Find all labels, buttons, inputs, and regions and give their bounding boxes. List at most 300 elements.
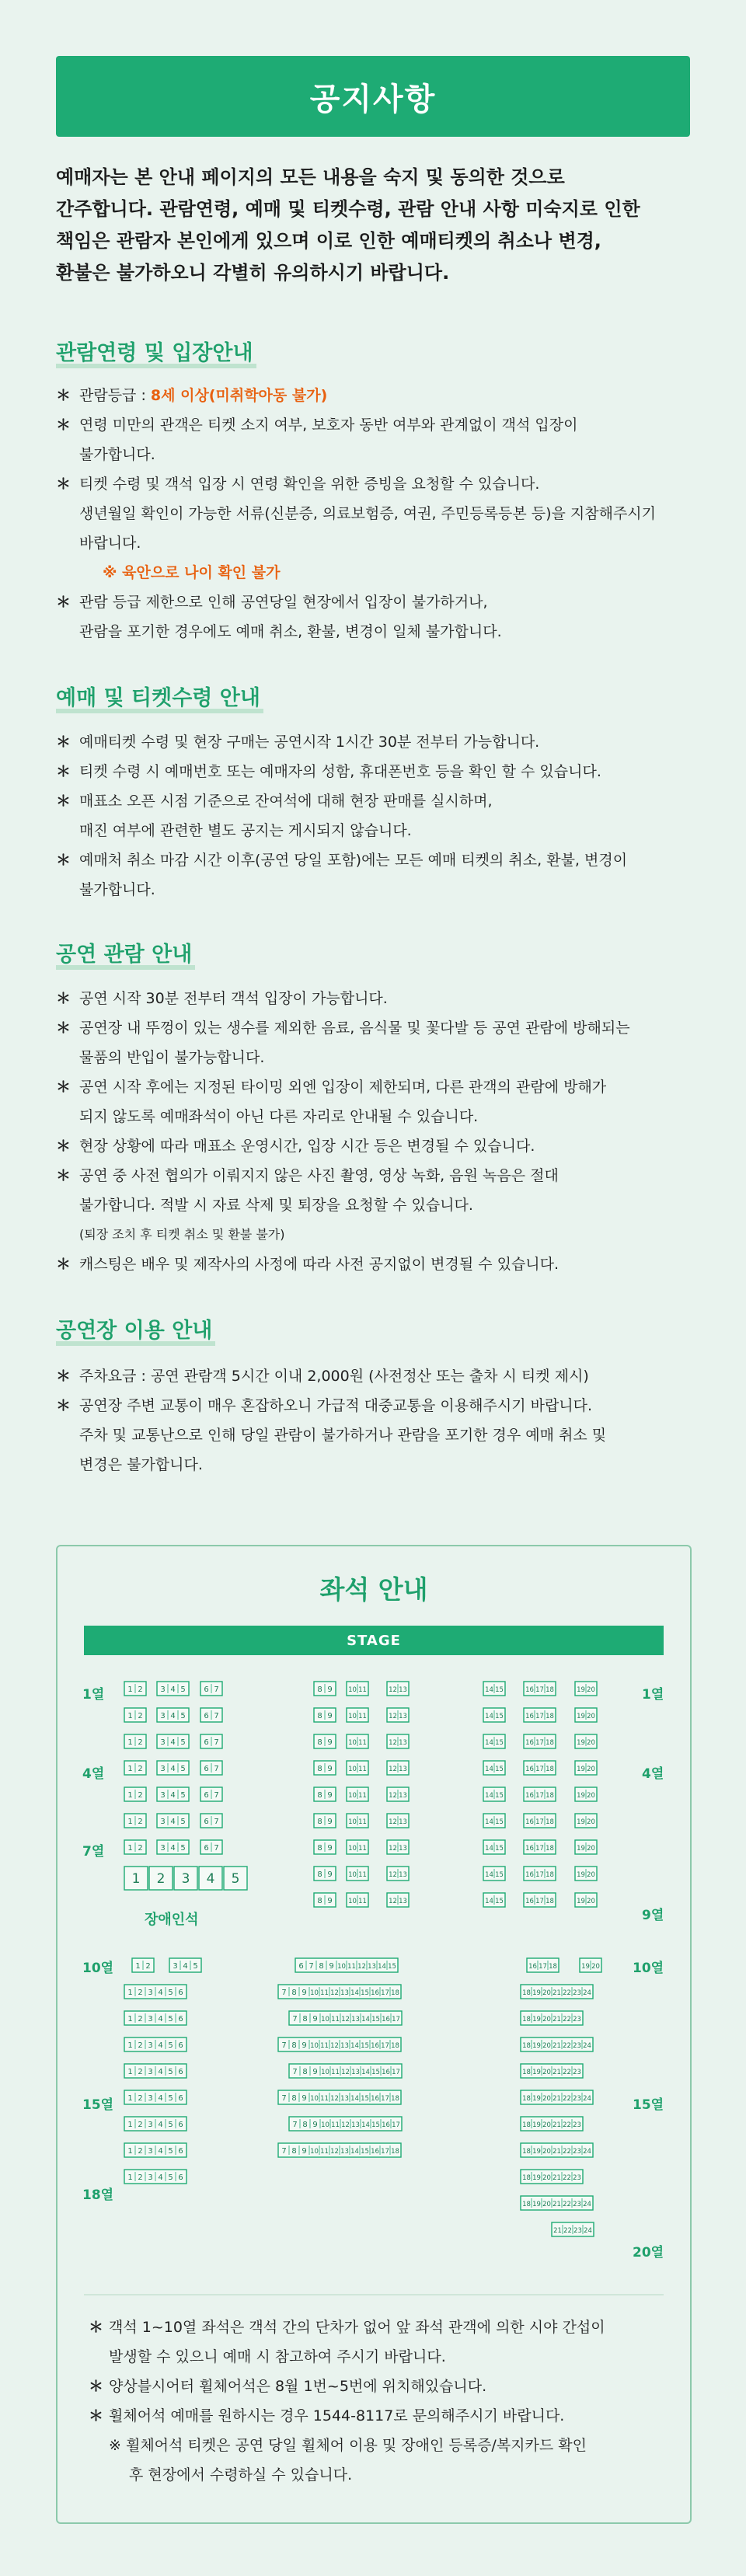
asterisk-icon: ＊ bbox=[56, 1256, 71, 1273]
seat-number: 2 bbox=[138, 1989, 143, 1997]
section-age-list bbox=[56, 381, 701, 647]
seat-number: 23 bbox=[573, 2069, 581, 2076]
seat-number: 14 bbox=[350, 1989, 359, 1997]
seat-number: 6 bbox=[204, 1738, 209, 1747]
seat-number: 12 bbox=[389, 1766, 397, 1773]
list-item-text: ※ 휠체어석 티켓은 공연 당일 휠체어 이용 및 장애인 등록증/복지카드 확인 bbox=[109, 2437, 587, 2454]
seat-number: 14 bbox=[485, 1818, 493, 1826]
seat-number: 21 bbox=[553, 2148, 561, 2156]
seat-number: 2 bbox=[138, 2015, 143, 2024]
seat-number: 18 bbox=[546, 1766, 554, 1773]
list-item-text: 공연장 주변 교통이 매우 혼잡하오니 가급적 대중교통을 이용해주시기 바랍니다. bbox=[79, 1397, 593, 1414]
list-item-text: 주차 및 교통난으로 인해 당일 관람이 불가하거나 관람을 포기한 경우 예매 취소 및 bbox=[79, 1427, 607, 1444]
asterisk-icon: ＊ bbox=[56, 1079, 71, 1096]
seat-number: 7 bbox=[309, 1962, 314, 1971]
seat-number: 1 bbox=[131, 1870, 141, 1887]
seat-number: 20 bbox=[542, 2148, 551, 2156]
seat-number: 12 bbox=[389, 1871, 397, 1879]
asterisk-icon: ＊ bbox=[56, 417, 71, 434]
seat-number: 16 bbox=[525, 1898, 534, 1905]
seat-number: 17 bbox=[535, 1898, 544, 1905]
list-item-text: 되지 않도록 예매좌석이 아닌 다른 자리로 안내될 수 있습니다. bbox=[79, 1108, 479, 1125]
seat-number: 2 bbox=[138, 1738, 143, 1747]
seat-number: 1 bbox=[127, 1818, 133, 1826]
seat-number: 14 bbox=[485, 1766, 493, 1773]
seat-number: 20 bbox=[587, 1898, 595, 1905]
seat-number: 13 bbox=[399, 1739, 407, 1747]
intro-paragraph bbox=[56, 162, 693, 289]
list-item-text: 휠체어석 예매를 원하시는 경우 1544-8117로 문의해주시기 바랍니다. bbox=[109, 2407, 565, 2424]
list-item bbox=[56, 1131, 701, 1161]
seat-number: 1 bbox=[127, 2068, 133, 2076]
seat-number: 1 bbox=[127, 1712, 133, 1720]
seat-number: 5 bbox=[180, 1818, 186, 1826]
seat-number: 13 bbox=[368, 1963, 376, 1971]
seat-number: 6 bbox=[204, 1818, 209, 1826]
seat-number: 21 bbox=[553, 2121, 561, 2129]
list-item bbox=[89, 2313, 664, 2372]
seat-number: 9 bbox=[327, 1818, 333, 1826]
row-label-18: 18열 bbox=[82, 2187, 114, 2203]
seat-number: 18 bbox=[546, 1713, 554, 1720]
seat-number: 4 bbox=[158, 2173, 163, 2182]
seat-number: 7 bbox=[214, 1738, 219, 1747]
seat-number: 1 bbox=[127, 2041, 133, 2050]
seat-number: 18 bbox=[391, 1989, 399, 1997]
seat-number: 14 bbox=[485, 1686, 493, 1694]
list-item bbox=[56, 757, 701, 786]
seat-number: 13 bbox=[351, 2016, 360, 2024]
seat-number: 17 bbox=[535, 1871, 544, 1879]
seat-number: 10 bbox=[348, 1898, 357, 1905]
seat-number: 15 bbox=[361, 2095, 369, 2103]
asterisk-icon: ＊ bbox=[56, 763, 71, 780]
intro-line: 환불은 불가하오니 각별히 유의하시기 바랍니다. bbox=[56, 262, 450, 284]
seat-number: 6 bbox=[178, 2068, 183, 2076]
seat-number: 1 bbox=[127, 2147, 133, 2156]
seat-number: 12 bbox=[389, 1845, 397, 1853]
list-item bbox=[56, 727, 701, 757]
seat-number: 11 bbox=[358, 1739, 367, 1747]
seating-notes bbox=[89, 2313, 664, 2490]
seat-number: 22 bbox=[563, 2201, 571, 2208]
seat-number: 13 bbox=[399, 1845, 407, 1853]
seat-number: 6 bbox=[204, 1791, 209, 1800]
seat-number: 5 bbox=[168, 2121, 173, 2129]
seat-number: 12 bbox=[330, 2148, 339, 2156]
seat-number: 3 bbox=[148, 2173, 153, 2182]
seat-number: 2 bbox=[138, 2121, 143, 2129]
seat-number: 16 bbox=[382, 2121, 390, 2129]
seat-number: 20 bbox=[587, 1845, 595, 1853]
stage-bar: STAGE bbox=[84, 1626, 664, 1655]
seat-number: 3 bbox=[148, 2094, 153, 2103]
seat-number: 20 bbox=[542, 2042, 551, 2050]
seat-number: 20 bbox=[542, 2016, 551, 2024]
seat-number: 13 bbox=[399, 1871, 407, 1879]
seat-number: 17 bbox=[539, 1963, 547, 1971]
seat-number: 3 bbox=[160, 1712, 166, 1720]
asterisk-icon: ＊ bbox=[56, 476, 71, 493]
seat-number: 11 bbox=[358, 1898, 367, 1905]
seat-number: 16 bbox=[525, 1871, 534, 1879]
list-item-text: 티켓 수령 시 예매번호 또는 예매자의 성함, 휴대폰번호 등을 확인 할 수 있습니다. bbox=[79, 763, 601, 780]
seat-number: 3 bbox=[160, 1818, 166, 1826]
seat-number: 19 bbox=[577, 1766, 585, 1773]
seat-number: 11 bbox=[358, 1871, 367, 1879]
seat-number: 19 bbox=[532, 2095, 541, 2103]
seat-number: 17 bbox=[535, 1792, 544, 1800]
seat-number: 11 bbox=[320, 2095, 329, 2103]
seat-number: 19 bbox=[577, 1713, 585, 1720]
list-item-text: 연령 미만의 관객은 티켓 소지 여부, 보호자 동반 여부와 관계없이 객석 입장이 bbox=[79, 417, 578, 434]
page-title: 공지사항 bbox=[56, 56, 690, 137]
seat-number: 4 bbox=[170, 1844, 176, 1853]
seat-number: 3 bbox=[160, 1765, 166, 1773]
seat-number: 13 bbox=[340, 2148, 349, 2156]
seat-number: 17 bbox=[535, 1845, 544, 1853]
seat-number: 4 bbox=[158, 2147, 163, 2156]
seat-number: 17 bbox=[392, 2016, 400, 2024]
seat-number: 6 bbox=[178, 1989, 183, 1997]
seat-number: 18 bbox=[522, 2121, 531, 2129]
seat-number: 19 bbox=[577, 1686, 585, 1694]
seat-number: 7 bbox=[214, 1791, 219, 1800]
row-label-7: 7열 bbox=[82, 1844, 105, 1860]
list-item bbox=[56, 786, 701, 845]
seat-number: 8 bbox=[317, 1844, 322, 1853]
seat-number: 14 bbox=[361, 2069, 370, 2076]
section-title-ticket: 예매 및 티켓수령 안내 bbox=[56, 681, 260, 716]
seat-number: 9 bbox=[312, 2068, 318, 2076]
seat-number: 14 bbox=[485, 1845, 493, 1853]
seat-number: 5 bbox=[231, 1870, 240, 1887]
seat-number: 3 bbox=[173, 1962, 178, 1971]
seat-number: 12 bbox=[330, 2095, 339, 2103]
seat-number: 8 bbox=[317, 1738, 322, 1747]
asterisk-icon: ＊ bbox=[56, 1167, 71, 1184]
seat-number: 13 bbox=[399, 1818, 407, 1826]
list-item-text: 후 현장에서 수령하실 수 있습니다. bbox=[129, 2466, 353, 2484]
seat-number: 16 bbox=[371, 2095, 379, 2103]
seat-number: 24 bbox=[584, 2227, 592, 2235]
seat-number: 12 bbox=[389, 1898, 397, 1905]
seat-number: 6 bbox=[204, 1844, 209, 1853]
seat-number: 18 bbox=[522, 2069, 531, 2076]
seat-number: 1 bbox=[127, 1685, 133, 1694]
seat-number: 23 bbox=[573, 2016, 581, 2024]
seat-number: 13 bbox=[351, 2069, 360, 2076]
seat-number: 2 bbox=[138, 2173, 143, 2182]
seat-number: 20 bbox=[542, 1989, 551, 1997]
seat-number: 1 bbox=[127, 2121, 133, 2129]
seat-number: 15 bbox=[495, 1845, 504, 1853]
row-label-20: 20열 bbox=[633, 2245, 664, 2261]
seat-number: 11 bbox=[331, 2121, 340, 2129]
seating-chart-panel bbox=[56, 1545, 692, 2524]
list-item-text: 불가합니다. bbox=[79, 446, 155, 463]
seat-number: 23 bbox=[573, 2095, 581, 2103]
seat-number: 7 bbox=[214, 1712, 219, 1720]
seat-number: 20 bbox=[542, 2095, 551, 2103]
seat-number: 12 bbox=[389, 1713, 397, 1720]
seat-number: 1 bbox=[127, 1765, 133, 1773]
seat-number: 14 bbox=[485, 1898, 493, 1905]
seat-number: 11 bbox=[320, 2042, 329, 2050]
seat-number: 4 bbox=[170, 1712, 176, 1720]
seat-number: 18 bbox=[546, 1739, 554, 1747]
seat-number: 18 bbox=[549, 1963, 557, 1971]
seat-number: 12 bbox=[330, 2042, 339, 2050]
list-item-text: 불가합니다. 적발 시 자료 삭제 및 퇴장을 요청할 수 있습니다. bbox=[79, 1197, 473, 1214]
seat-number: 16 bbox=[371, 1989, 379, 1997]
seat-number: 5 bbox=[168, 2147, 173, 2156]
seat-number: 13 bbox=[340, 2095, 349, 2103]
seat-number: 22 bbox=[563, 1989, 571, 1997]
seat-number: 17 bbox=[535, 1739, 544, 1747]
seat-number: 18 bbox=[522, 2201, 531, 2208]
seat-number: 9 bbox=[327, 1897, 333, 1905]
seat-number: 23 bbox=[573, 2121, 581, 2129]
seat-number: 14 bbox=[350, 2148, 359, 2156]
seat-number: 16 bbox=[528, 1963, 537, 1971]
list-item-text: 공연 중 사전 협의가 이뤄지지 않은 사진 촬영, 영상 녹화, 음원 녹음은 절대 bbox=[79, 1167, 559, 1184]
seat-number: 20 bbox=[587, 1766, 595, 1773]
seat-number: 3 bbox=[148, 2041, 153, 2050]
seat-number: 20 bbox=[587, 1871, 595, 1879]
seat-number: 10 bbox=[321, 2069, 329, 2076]
asterisk-icon: ＊ bbox=[56, 594, 71, 611]
list-item-text: 변경은 불가합니다. bbox=[79, 1456, 203, 1473]
list-item-text: 생년월일 확인이 가능한 서류(신분증, 의료보험증, 여권, 주민등록등본 등)을 지참해주시기 bbox=[79, 505, 657, 522]
seat-number: 3 bbox=[181, 1870, 190, 1887]
section-show-list bbox=[56, 984, 701, 1279]
seat-number: 16 bbox=[525, 1713, 534, 1720]
seat-number: 1 bbox=[127, 1791, 133, 1800]
seat-number: 5 bbox=[180, 1685, 186, 1694]
seat-number: 24 bbox=[583, 2042, 591, 2050]
seat-number: 18 bbox=[546, 1818, 554, 1826]
seat-number: 23 bbox=[573, 2227, 582, 2235]
seat-number: 8 bbox=[317, 1791, 322, 1800]
seat-number: 5 bbox=[168, 1989, 173, 1997]
seat-number: 19 bbox=[532, 2016, 541, 2024]
seat-number: 15 bbox=[371, 2121, 380, 2129]
seat-number: 18 bbox=[546, 1686, 554, 1694]
seat-number: 11 bbox=[347, 1963, 356, 1971]
seat-number: 9 bbox=[327, 1738, 333, 1747]
seat-number: 8 bbox=[302, 2121, 308, 2129]
seat-number: 8 bbox=[319, 1962, 324, 1971]
seat-number: 12 bbox=[389, 1686, 397, 1694]
seat-number: 19 bbox=[532, 2069, 541, 2076]
seat-number: 19 bbox=[532, 2148, 541, 2156]
seat-number: 15 bbox=[495, 1898, 504, 1905]
asterisk-icon: ＊ bbox=[56, 387, 71, 404]
seat-number: 14 bbox=[350, 2042, 359, 2050]
seat-number: 3 bbox=[160, 1844, 166, 1853]
list-item bbox=[56, 410, 701, 469]
list-item-text: 공연 시작 30분 전부터 객석 입장이 가능합니다. bbox=[79, 990, 388, 1007]
seat-number: 19 bbox=[532, 2201, 541, 2208]
seat-number: 8 bbox=[317, 1765, 322, 1773]
asterisk-icon: ＊ bbox=[56, 990, 71, 1007]
seat-number: 7 bbox=[281, 1989, 287, 1997]
seat-number: 4 bbox=[158, 2041, 163, 2050]
list-item-text: 주차요금 : 공연 관람객 5시간 이내 2,000원 (사전정산 또는 출차 시 티켓 제시) bbox=[79, 1368, 589, 1385]
warning-note: ※ 육안으로 나이 확인 불가 bbox=[103, 564, 281, 581]
seat-number: 18 bbox=[522, 2042, 531, 2050]
seat-number: 5 bbox=[168, 2041, 173, 2050]
seat-number: 13 bbox=[340, 1989, 349, 1997]
seat-number: 9 bbox=[327, 1870, 333, 1879]
seat-number: 18 bbox=[391, 2148, 399, 2156]
seat-number: 2 bbox=[156, 1870, 166, 1887]
seat-number: 5 bbox=[168, 2173, 173, 2182]
seat-number: 3 bbox=[148, 1989, 153, 1997]
seat-number: 14 bbox=[485, 1792, 493, 1800]
seat-number: 3 bbox=[160, 1738, 166, 1747]
seat-number: 17 bbox=[535, 1686, 544, 1694]
row-label-10-left: 10열 bbox=[82, 1961, 114, 1976]
seat-number: 22 bbox=[563, 2042, 571, 2050]
asterisk-icon: ＊ bbox=[56, 793, 71, 810]
seat-number: 15 bbox=[495, 1739, 504, 1747]
seat-number: 7 bbox=[292, 2068, 298, 2076]
seat-number: 6 bbox=[178, 2147, 183, 2156]
seat-number: 5 bbox=[168, 2094, 173, 2103]
seat-number: 8 bbox=[291, 1989, 297, 1997]
grade-value: 8세 이상(미취학아동 불가) bbox=[150, 387, 328, 404]
seat-number: 8 bbox=[291, 2147, 297, 2156]
seat-number: 20 bbox=[587, 1686, 595, 1694]
seat-number: 2 bbox=[138, 1685, 143, 1694]
seat-number: 15 bbox=[495, 1871, 504, 1879]
list-item-text: 바랍니다. bbox=[79, 535, 141, 552]
seat-number: 10 bbox=[310, 2042, 319, 2050]
list-item-text: 공연장 내 뚜껑이 있는 생수를 제외한 음료, 음식물 및 꽃다발 등 공연 관람에 방해되는 bbox=[79, 1020, 630, 1037]
seat-number: 17 bbox=[535, 1766, 544, 1773]
asterisk-icon: ＊ bbox=[89, 2378, 104, 2395]
seat-number: 12 bbox=[389, 1792, 397, 1800]
section-title-venue: 공연장 이용 안내 bbox=[56, 1313, 212, 1348]
seat-number: 18 bbox=[546, 1792, 554, 1800]
seat-number: 18 bbox=[391, 2042, 399, 2050]
seat-number: 18 bbox=[391, 2095, 399, 2103]
seat-number: 21 bbox=[553, 2174, 561, 2182]
section-venue-list bbox=[56, 1361, 701, 1480]
seat-number: 3 bbox=[160, 1791, 166, 1800]
section-ticket-list bbox=[56, 727, 701, 905]
seat-number: 6 bbox=[204, 1765, 209, 1773]
seat-number: 10 bbox=[348, 1792, 357, 1800]
seat-number: 8 bbox=[317, 1897, 322, 1905]
list-item bbox=[56, 587, 701, 647]
seat-number: 10 bbox=[321, 2121, 329, 2129]
seat-number: 14 bbox=[485, 1871, 493, 1879]
grade-label: 관람등급 : bbox=[79, 387, 151, 404]
section-title-show: 공연 관람 안내 bbox=[56, 937, 192, 972]
seat-number: 9 bbox=[302, 2147, 307, 2156]
seat-number: 23 bbox=[573, 1989, 581, 1997]
seat-number: 1 bbox=[135, 1962, 141, 1971]
seat-number: 2 bbox=[138, 1791, 143, 1800]
seat-number: 22 bbox=[563, 2148, 571, 2156]
seat-number: 8 bbox=[317, 1712, 322, 1720]
seat-number: 19 bbox=[577, 1898, 585, 1905]
seat-number: 20 bbox=[587, 1713, 595, 1720]
seat-number: 9 bbox=[327, 1765, 333, 1773]
seat-number: 13 bbox=[399, 1713, 407, 1720]
seat-number: 7 bbox=[214, 1818, 219, 1826]
seat-number: 9 bbox=[302, 1989, 307, 1997]
seat-number: 15 bbox=[361, 1989, 369, 1997]
seat-number: 2 bbox=[138, 1765, 143, 1773]
seat-number: 9 bbox=[327, 1844, 333, 1853]
seat-number: 10 bbox=[348, 1845, 357, 1853]
list-item-text: 객석 1~10열 좌석은 객석 간의 단차가 없어 앞 좌석 관객에 의한 시야 간섭이 bbox=[109, 2319, 605, 2336]
seat-number: 10 bbox=[348, 1686, 357, 1694]
list-item-text: 캐스팅은 배우 및 제작사의 사정에 따라 사전 공지없이 변경될 수 있습니다. bbox=[79, 1256, 560, 1273]
list-item bbox=[89, 2401, 664, 2431]
list-item bbox=[56, 1250, 701, 1279]
seat-number: 5 bbox=[180, 1765, 186, 1773]
seat-number: 3 bbox=[148, 2121, 153, 2129]
list-item-text: 공연 시작 후에는 지정된 타이밍 외엔 입장이 제한되며, 다른 관객의 관람에 방해가 bbox=[79, 1079, 607, 1096]
seat-number: 7 bbox=[281, 2147, 287, 2156]
list-item-text: 티켓 수령 및 객석 입장 시 연령 확인을 위한 증빙을 요청할 수 있습니다. bbox=[79, 476, 540, 493]
seat-number: 17 bbox=[535, 1818, 544, 1826]
seat-number: 3 bbox=[148, 2147, 153, 2156]
seat-number: 2 bbox=[138, 1844, 143, 1853]
row-label-15-left: 15열 bbox=[82, 2097, 114, 2113]
seat-number: 14 bbox=[485, 1713, 493, 1720]
seat-number: 12 bbox=[389, 1739, 397, 1747]
seat-number: 12 bbox=[357, 1963, 366, 1971]
seat-number: 24 bbox=[583, 2201, 591, 2208]
seat-number: 18 bbox=[522, 2148, 531, 2156]
section-title-age: 관람연령 및 입장안내 bbox=[56, 336, 253, 371]
asterisk-icon: ＊ bbox=[56, 734, 71, 751]
seat-number: 8 bbox=[291, 2094, 297, 2103]
seat-number: 4 bbox=[158, 2068, 163, 2076]
seat-number: 21 bbox=[553, 2016, 561, 2024]
seat-number: 6 bbox=[204, 1712, 209, 1720]
seat-number: 10 bbox=[310, 1989, 319, 1997]
seat-number: 19 bbox=[577, 1739, 585, 1747]
seat-number: 6 bbox=[178, 2094, 183, 2103]
seat-number: 7 bbox=[281, 2094, 287, 2103]
seat-number: 16 bbox=[525, 1845, 534, 1853]
seat-number: 11 bbox=[331, 2069, 340, 2076]
seat-number: 11 bbox=[358, 1766, 367, 1773]
seat-number: 13 bbox=[399, 1686, 407, 1694]
seat-number: 21 bbox=[553, 2227, 562, 2235]
seat-number: 22 bbox=[563, 2016, 571, 2024]
seat-number: 4 bbox=[170, 1738, 176, 1747]
list-item bbox=[89, 2372, 664, 2401]
seat-number: 2 bbox=[138, 2147, 143, 2156]
seat-number: 20 bbox=[591, 1963, 600, 1971]
list-item-text: 관람 등급 제한으로 인해 공연당일 현장에서 입장이 불가하거나, bbox=[79, 594, 488, 611]
row-label-4-left: 4열 bbox=[82, 1766, 105, 1782]
seat-number: 24 bbox=[583, 1989, 591, 1997]
seat-number: 11 bbox=[320, 1989, 329, 1997]
seat-number: 7 bbox=[281, 2041, 287, 2050]
seat-number: 13 bbox=[340, 2042, 349, 2050]
seat-number: 20 bbox=[542, 2201, 551, 2208]
row-label-4-right: 4열 bbox=[642, 1766, 664, 1782]
